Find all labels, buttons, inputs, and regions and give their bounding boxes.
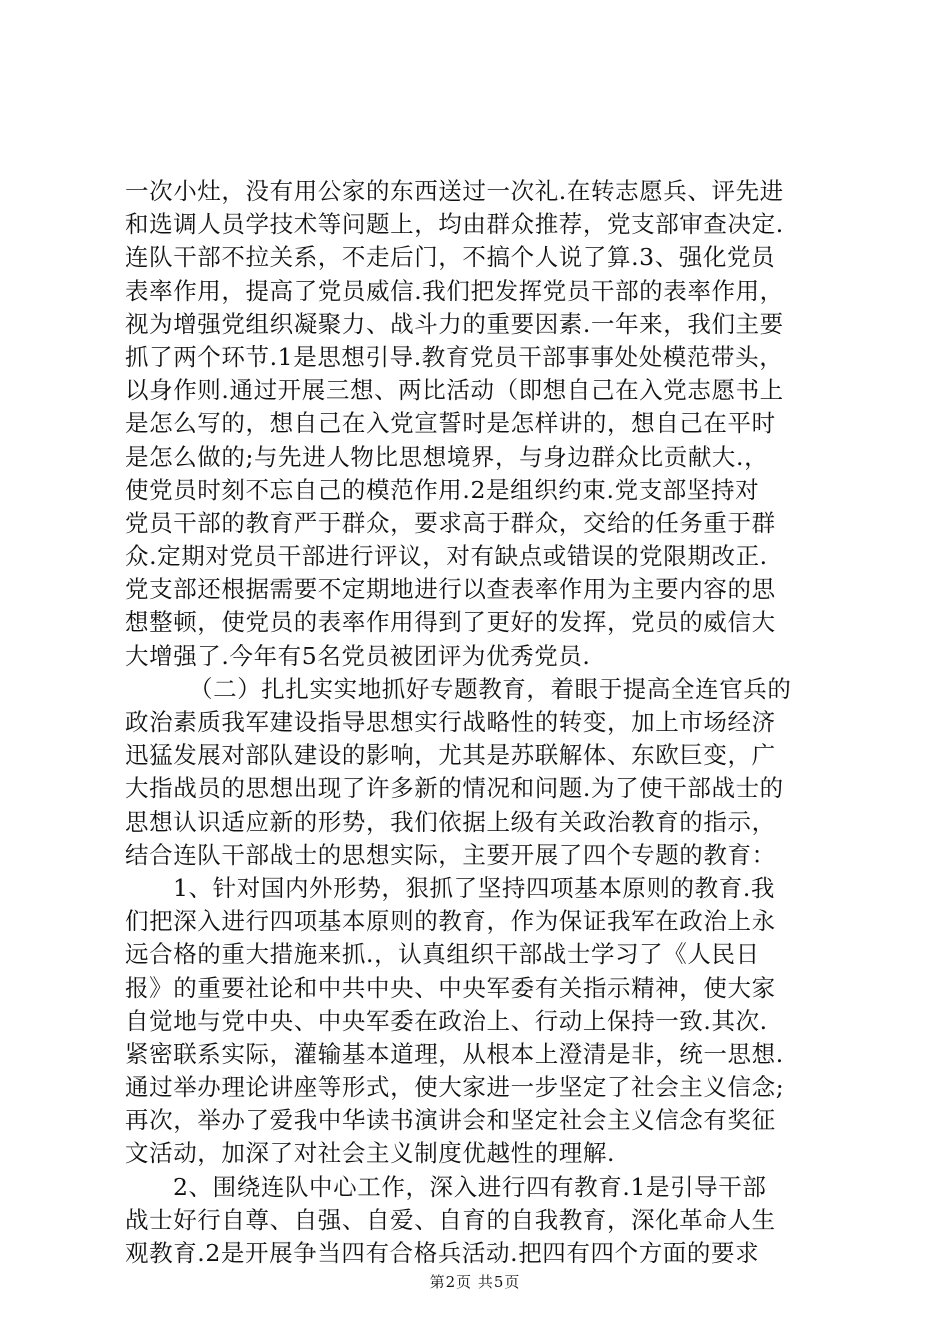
text-line: 报》的重要社论和中共中央、中央军委有关指示精神，使大家 xyxy=(125,973,776,1002)
text-line: 大增强了.今年有5名党员被团评为优秀党员. xyxy=(125,641,591,670)
text-line: 是怎么做的;与先进人物比思想境界，与身边群众比贡献大.， xyxy=(125,442,769,471)
text-line: 自觉地与党中央、中央军委在政治上、行动上保持一致.其次. xyxy=(125,1006,768,1035)
text-line: 思想认识适应新的形势，我们依据上级有关政治教育的指示， xyxy=(125,807,776,836)
text-line: 结合连队干部战士的思想实际，主要开展了四个专题的教育： xyxy=(125,840,776,869)
paragraph-start-line: 1、针对国内外形势，狠抓了坚持四项基本原则的教育.我 xyxy=(173,873,776,902)
text-line: 党员干部的教育严于群众，要求高于群众，交给的任务重于群 xyxy=(125,508,776,537)
page-number-footer: 第2页 共5页 xyxy=(429,1273,521,1291)
text-line: 大指战员的思想出现了许多新的情况和问题.为了使干部战士的 xyxy=(125,774,784,803)
text-line: 远合格的重大措施来抓.，认真组织干部战士学习了《人民日 xyxy=(125,940,760,969)
text-line: 党支部还根据需要不定期地进行以查表率作用为主要内容的思 xyxy=(125,575,776,604)
text-line: 迅猛发展对部队建设的影响，尤其是苏联解体、东欧巨变，广 xyxy=(125,741,776,770)
text-line: 政治素质我军建设指导思想实行战略性的转变，加上市场经济 xyxy=(125,708,776,736)
text-line: 视为增强党组织凝聚力、战斗力的重要因素.一年来，我们主要 xyxy=(125,309,784,338)
text-line: 想整顿，使党员的表率作用得到了更好的发挥，党员的威信大 xyxy=(125,608,776,637)
text-line: 使党员时刻不忘自己的模范作用.2是组织约束.党支部坚持对 xyxy=(125,475,760,504)
text-line: 抓了两个环节.1是思想引导.教育党员干部事事处处模范带头， xyxy=(125,342,784,371)
document-body xyxy=(125,175,845,1270)
text-line: 是怎么写的，想自己在入党宣誓时是怎样讲的，想自己在平时 xyxy=(125,409,776,438)
text-line: 紧密联系实际，灌输基本道理，从根本上澄清是非，统一思想. xyxy=(125,1039,784,1068)
text-line: 文活动，加深了对社会主义制度优越性的理解. xyxy=(125,1139,616,1168)
text-line: 表率作用，提高了党员威信.我们把发挥党员干部的表率作用， xyxy=(125,276,784,305)
text-line: 通过举办理论讲座等形式，使大家进一步坚定了社会主义信念; xyxy=(125,1073,785,1102)
paragraph-start-line: 2、围绕连队中心工作，深入进行四有教育.1是引导干部 xyxy=(173,1172,767,1201)
text-line: 战士好行自尊、自强、自爱、自育的自我教育，深化革命人生 xyxy=(125,1205,776,1234)
text-line: 和选调人员学技术等问题上，均由群众推荐，党支部审查决定. xyxy=(125,210,784,239)
text-line: 们把深入进行四项基本原则的教育，作为保证我军在政治上永 xyxy=(125,907,776,936)
text-line: 众.定期对党员干部进行评议，对有缺点或错误的党限期改正. xyxy=(125,542,768,571)
text-line: 再次，举办了爱我中华读书演讲会和坚定社会主义信念有奖征 xyxy=(125,1106,776,1135)
text-line: 连队干部不拉关系，不走后门，不搞个人说了算.3、强化党员 xyxy=(125,243,776,272)
paragraph-start-line: （二）扎扎实实地抓好专题教育，着眼于提高全连官兵的 xyxy=(189,674,792,703)
text-line: 以身作则.通过开展三想、两比活动（即想自己在入党志愿书上 xyxy=(125,376,784,405)
text-line: 一次小灶，没有用公家的东西送过一次礼.在转志愿兵、评先进 xyxy=(125,177,784,205)
text-line: 观教育.2是开展争当四有合格兵活动.把四有四个方面的要求 xyxy=(125,1239,760,1267)
